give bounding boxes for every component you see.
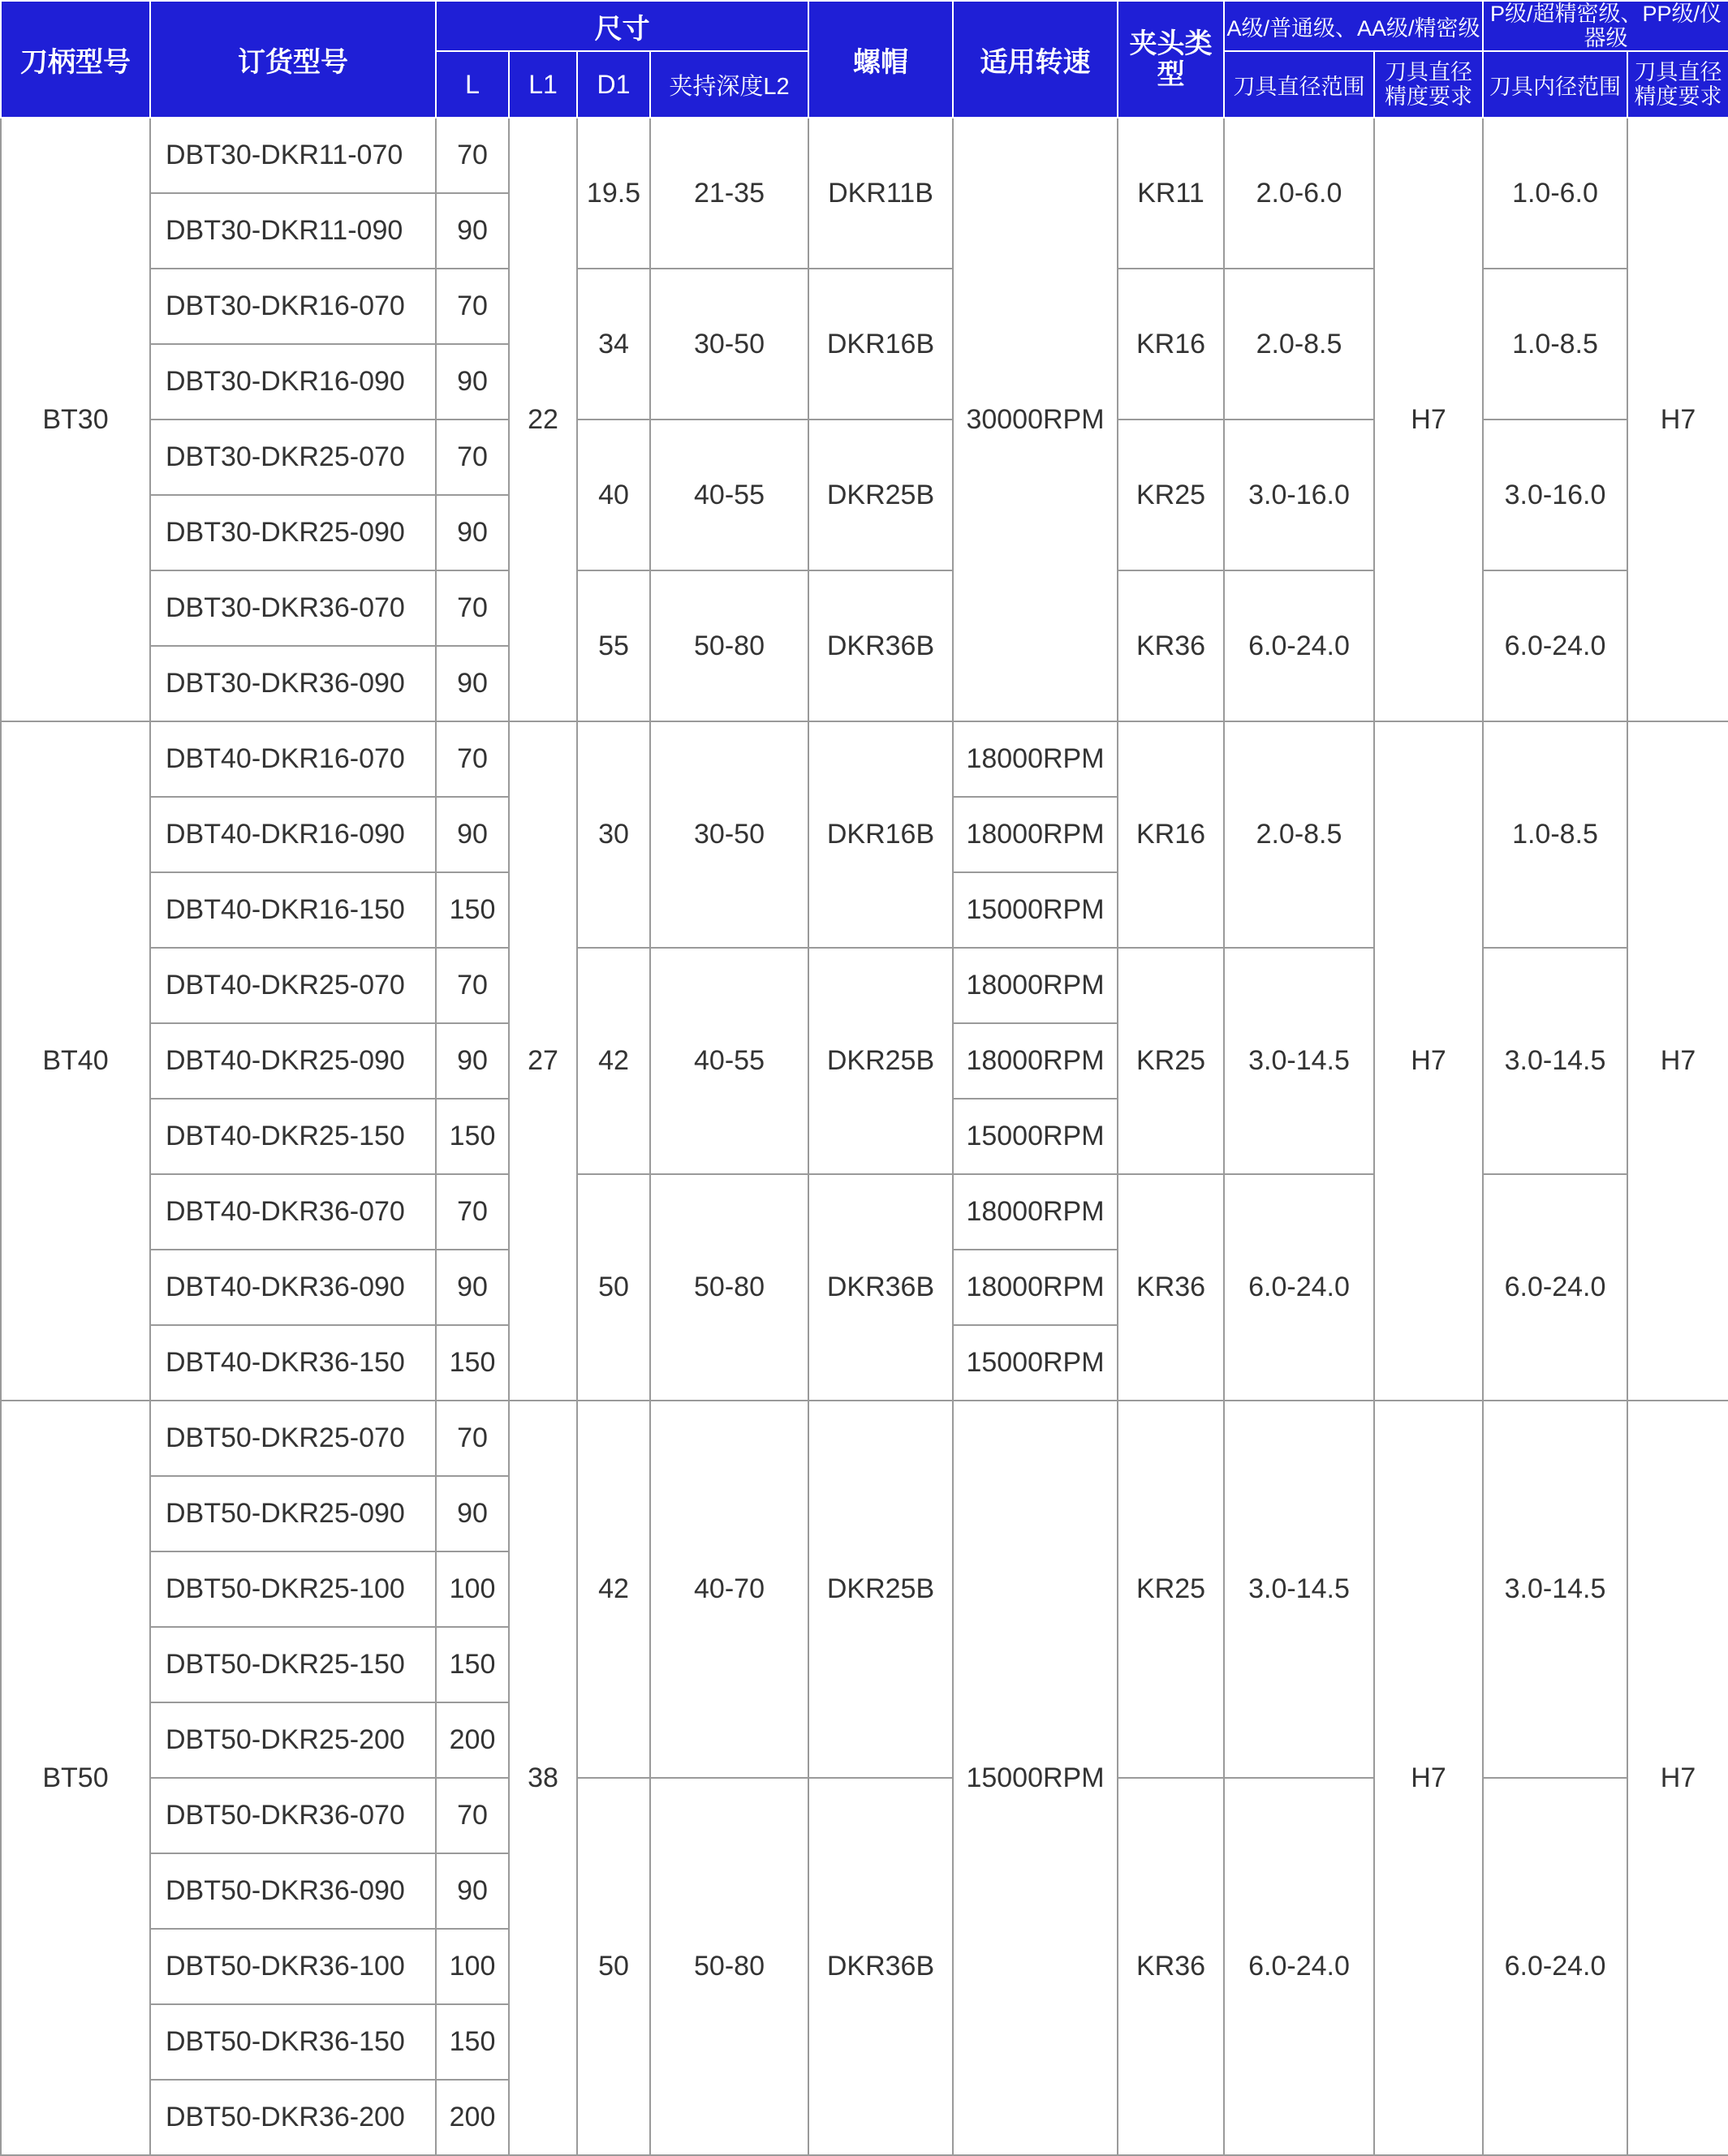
table-header bbox=[1, 1, 1728, 118]
holder-type-cell: BT40 bbox=[1, 721, 150, 1401]
header-grade-p-range: 刀具内径范围 bbox=[1483, 51, 1627, 118]
order-no-cell: DBT30-DKR16-090 bbox=[150, 344, 436, 420]
D1-cell: 55 bbox=[577, 570, 650, 721]
collet-type-cell: KR11 bbox=[1118, 118, 1224, 269]
order-no-cell: DBT50-DKR25-090 bbox=[150, 1476, 436, 1551]
header-grade-p: P级/超精密级、PP级/仪器级 bbox=[1483, 1, 1728, 51]
speed-cell: 15000RPM bbox=[953, 1325, 1118, 1401]
L-cell: 200 bbox=[436, 1702, 509, 1778]
L1-cell: 27 bbox=[509, 721, 577, 1401]
L-cell: 150 bbox=[436, 1627, 509, 1702]
D1-cell: 50 bbox=[577, 1174, 650, 1401]
L-cell: 90 bbox=[436, 193, 509, 269]
nut-cell: DKR25B bbox=[808, 420, 953, 570]
order-no-cell: DBT30-DKR25-090 bbox=[150, 495, 436, 570]
D1-cell: 42 bbox=[577, 948, 650, 1174]
order-no-cell: DBT30-DKR11-090 bbox=[150, 193, 436, 269]
table-row bbox=[1, 1401, 1728, 1476]
clamp-depth-cell: 21-35 bbox=[650, 118, 808, 269]
nut-cell: DKR25B bbox=[808, 948, 953, 1174]
grade-a-range-cell: 6.0-24.0 bbox=[1224, 570, 1374, 721]
nut-cell: DKR36B bbox=[808, 1174, 953, 1401]
order-no-cell: DBT30-DKR36-070 bbox=[150, 570, 436, 646]
speed-cell: 30000RPM bbox=[953, 118, 1118, 721]
collet-type-cell: KR25 bbox=[1118, 420, 1224, 570]
grade-a-range-cell: 2.0-8.5 bbox=[1224, 721, 1374, 948]
grade-a-tol-cell: H7 bbox=[1374, 721, 1483, 1401]
L-cell: 70 bbox=[436, 1174, 509, 1250]
L-cell: 70 bbox=[436, 570, 509, 646]
L-cell: 70 bbox=[436, 420, 509, 495]
grade-p-range-cell: 6.0-24.0 bbox=[1483, 570, 1627, 721]
L-cell: 70 bbox=[436, 721, 509, 797]
header-holder-type: 刀柄型号 bbox=[1, 1, 150, 118]
grade-a-range-cell: 3.0-14.5 bbox=[1224, 948, 1374, 1174]
clamp-depth-cell: 40-55 bbox=[650, 420, 808, 570]
speed-cell: 18000RPM bbox=[953, 1174, 1118, 1250]
speed-cell: 18000RPM bbox=[953, 1023, 1118, 1099]
holder-type-cell: BT30 bbox=[1, 118, 150, 721]
speed-cell: 15000RPM bbox=[953, 872, 1118, 948]
order-no-cell: DBT50-DKR36-200 bbox=[150, 2080, 436, 2155]
L-cell: 200 bbox=[436, 2080, 509, 2155]
header-speed: 适用转速 bbox=[953, 1, 1118, 118]
order-no-cell: DBT50-DKR36-090 bbox=[150, 1853, 436, 1929]
header-grade-a: A级/普通级、AA级/精密级 bbox=[1224, 1, 1483, 51]
grade-a-range-cell: 3.0-16.0 bbox=[1224, 420, 1374, 570]
D1-cell: 19.5 bbox=[577, 118, 650, 269]
clamp-depth-cell: 40-70 bbox=[650, 1401, 808, 1778]
grade-p-range-cell: 1.0-8.5 bbox=[1483, 721, 1627, 948]
grade-p-tol-cell: H7 bbox=[1627, 721, 1728, 1401]
L-cell: 90 bbox=[436, 1476, 509, 1551]
speed-cell: 15000RPM bbox=[953, 1099, 1118, 1174]
header-L1: L1 bbox=[509, 51, 577, 118]
L-cell: 100 bbox=[436, 1929, 509, 2004]
grade-p-range-cell: 6.0-24.0 bbox=[1483, 1778, 1627, 2155]
order-no-cell: DBT40-DKR16-150 bbox=[150, 872, 436, 948]
order-no-cell: DBT50-DKR36-150 bbox=[150, 2004, 436, 2080]
grade-p-range-cell: 3.0-16.0 bbox=[1483, 420, 1627, 570]
L1-cell: 22 bbox=[509, 118, 577, 721]
nut-cell: DKR16B bbox=[808, 269, 953, 420]
D1-cell: 50 bbox=[577, 1778, 650, 2155]
grade-p-range-cell: 6.0-24.0 bbox=[1483, 1174, 1627, 1401]
header-order-no: 订货型号 bbox=[150, 1, 436, 118]
D1-cell: 42 bbox=[577, 1401, 650, 1778]
order-no-cell: DBT30-DKR11-070 bbox=[150, 118, 436, 193]
collet-type-cell: KR25 bbox=[1118, 1401, 1224, 1778]
L-cell: 150 bbox=[436, 2004, 509, 2080]
D1-cell: 40 bbox=[577, 420, 650, 570]
clamp-depth-cell: 40-55 bbox=[650, 948, 808, 1174]
grade-p-range-cell: 1.0-8.5 bbox=[1483, 269, 1627, 420]
grade-a-tol-cell: H7 bbox=[1374, 118, 1483, 721]
order-no-cell: DBT30-DKR16-070 bbox=[150, 269, 436, 344]
order-no-cell: DBT40-DKR16-070 bbox=[150, 721, 436, 797]
order-no-cell: DBT50-DKR36-100 bbox=[150, 1929, 436, 2004]
order-no-cell: DBT30-DKR36-090 bbox=[150, 646, 436, 721]
nut-cell: DKR36B bbox=[808, 1778, 953, 2155]
order-no-cell: DBT40-DKR25-150 bbox=[150, 1099, 436, 1174]
L-cell: 90 bbox=[436, 1023, 509, 1099]
collet-type-cell: KR36 bbox=[1118, 1174, 1224, 1401]
L-cell: 70 bbox=[436, 1778, 509, 1853]
order-no-cell: DBT50-DKR36-070 bbox=[150, 1778, 436, 1853]
L-cell: 70 bbox=[436, 1401, 509, 1476]
L-cell: 90 bbox=[436, 1250, 509, 1325]
clamp-depth-cell: 50-80 bbox=[650, 1778, 808, 2155]
header-clamp-depth: 夹持深度L2 bbox=[650, 51, 808, 118]
speed-cell: 15000RPM bbox=[953, 1401, 1118, 2155]
nut-cell: DKR25B bbox=[808, 1401, 953, 1778]
clamp-depth-cell: 50-80 bbox=[650, 1174, 808, 1401]
D1-cell: 34 bbox=[577, 269, 650, 420]
order-no-cell: DBT50-DKR25-150 bbox=[150, 1627, 436, 1702]
L-cell: 70 bbox=[436, 118, 509, 193]
collet-type-cell: KR25 bbox=[1118, 948, 1224, 1174]
L-cell: 90 bbox=[436, 495, 509, 570]
order-no-cell: DBT40-DKR16-090 bbox=[150, 797, 436, 872]
collet-type-cell: KR16 bbox=[1118, 269, 1224, 420]
grade-a-range-cell: 2.0-6.0 bbox=[1224, 118, 1374, 269]
L-cell: 70 bbox=[436, 269, 509, 344]
D1-cell: 30 bbox=[577, 721, 650, 948]
grade-p-tol-cell: H7 bbox=[1627, 118, 1728, 721]
header-collet-type: 夹头类型 bbox=[1118, 1, 1224, 118]
order-no-cell: DBT40-DKR25-090 bbox=[150, 1023, 436, 1099]
order-no-cell: DBT50-DKR25-070 bbox=[150, 1401, 436, 1476]
nut-cell: DKR16B bbox=[808, 721, 953, 948]
order-no-cell: DBT30-DKR25-070 bbox=[150, 420, 436, 495]
grade-a-range-cell: 6.0-24.0 bbox=[1224, 1174, 1374, 1401]
L-cell: 150 bbox=[436, 872, 509, 948]
grade-a-range-cell: 2.0-8.5 bbox=[1224, 269, 1374, 420]
L-cell: 90 bbox=[436, 646, 509, 721]
L1-cell: 38 bbox=[509, 1401, 577, 2155]
grade-a-tol-cell: H7 bbox=[1374, 1401, 1483, 2155]
L-cell: 90 bbox=[436, 1853, 509, 1929]
table-row bbox=[1, 118, 1728, 193]
order-no-cell: DBT40-DKR36-070 bbox=[150, 1174, 436, 1250]
L-cell: 90 bbox=[436, 797, 509, 872]
header-L: L bbox=[436, 51, 509, 118]
L-cell: 90 bbox=[436, 344, 509, 420]
table-row bbox=[1, 721, 1728, 797]
speed-cell: 18000RPM bbox=[953, 948, 1118, 1023]
header-grade-a-range: 刀具直径范围 bbox=[1224, 51, 1374, 118]
order-no-cell: DBT40-DKR25-070 bbox=[150, 948, 436, 1023]
L-cell: 100 bbox=[436, 1551, 509, 1627]
grade-a-range-cell: 6.0-24.0 bbox=[1224, 1778, 1374, 2155]
order-no-cell: DBT40-DKR36-090 bbox=[150, 1250, 436, 1325]
L-cell: 150 bbox=[436, 1099, 509, 1174]
grade-p-range-cell: 3.0-14.5 bbox=[1483, 1401, 1627, 1778]
nut-cell: DKR11B bbox=[808, 118, 953, 269]
grade-p-tol-cell: H7 bbox=[1627, 1401, 1728, 2155]
collet-type-cell: KR16 bbox=[1118, 721, 1224, 948]
speed-cell: 18000RPM bbox=[953, 797, 1118, 872]
header-grade-p-tol: 刀具直径精度要求 bbox=[1627, 51, 1728, 118]
holder-type-cell: BT50 bbox=[1, 1401, 150, 2155]
order-no-cell: DBT40-DKR36-150 bbox=[150, 1325, 436, 1401]
collet-type-cell: KR36 bbox=[1118, 570, 1224, 721]
grade-p-range-cell: 3.0-14.5 bbox=[1483, 948, 1627, 1174]
order-no-cell: DBT50-DKR25-200 bbox=[150, 1702, 436, 1778]
grade-a-range-cell: 3.0-14.5 bbox=[1224, 1401, 1374, 1778]
L-cell: 150 bbox=[436, 1325, 509, 1401]
L-cell: 70 bbox=[436, 948, 509, 1023]
speed-cell: 18000RPM bbox=[953, 1250, 1118, 1325]
clamp-depth-cell: 30-50 bbox=[650, 721, 808, 948]
clamp-depth-cell: 30-50 bbox=[650, 269, 808, 420]
header-nut: 螺帽 bbox=[808, 1, 953, 118]
collet-type-cell: KR36 bbox=[1118, 1778, 1224, 2155]
grade-p-range-cell: 1.0-6.0 bbox=[1483, 118, 1627, 269]
header-dimensions: 尺寸 bbox=[436, 1, 808, 51]
order-no-cell: DBT50-DKR25-100 bbox=[150, 1551, 436, 1627]
nut-cell: DKR36B bbox=[808, 570, 953, 721]
header-grade-a-tol: 刀具直径精度要求 bbox=[1374, 51, 1483, 118]
header-D1: D1 bbox=[577, 51, 650, 118]
speed-cell: 18000RPM bbox=[953, 721, 1118, 797]
table-body bbox=[1, 118, 1728, 2155]
clamp-depth-cell: 50-80 bbox=[650, 570, 808, 721]
